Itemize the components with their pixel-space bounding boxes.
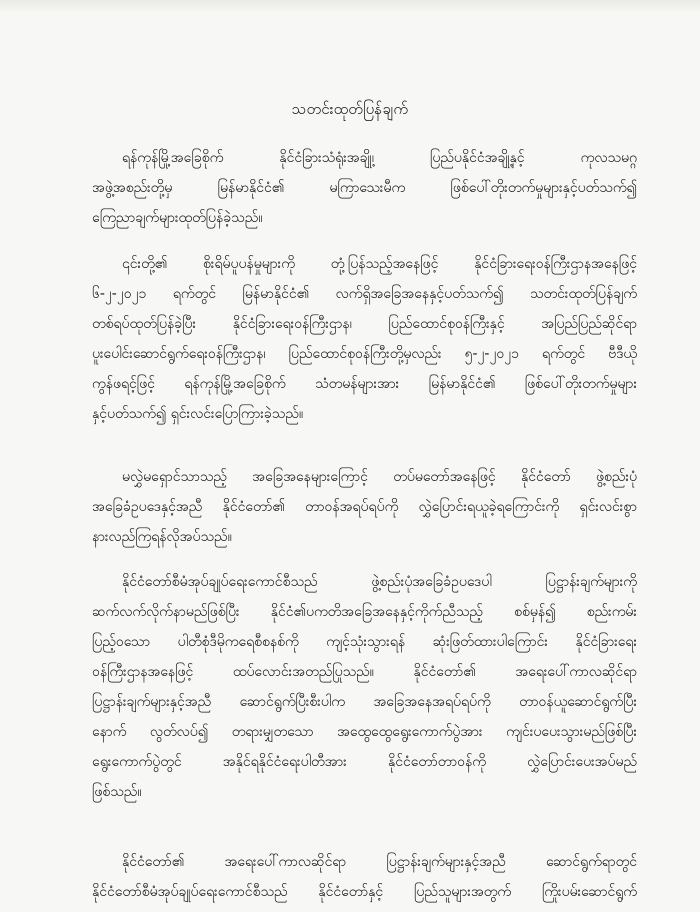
paragraph-line: ကြေညာချက်များထုတ်ပြန်ခဲ့သည်။: [92, 210, 263, 226]
paragraph-line: နောက် လွတ်လပ်၍ တရားမျှတသော အထွေထွေရွေးကောက်ပွဲအား ကျင်းပပေးသွားမည်ဖြစ်ပြီး: [92, 724, 637, 740]
paragraph-line: နိုင်ငံတော်စီမံအုပ်ချုပ်ရေးကောင်စီသည် နိုင်ငံတော်နှင့် ပြည်သူများအတွက် ကြိုးပမ်းဆောင်ရွက်: [92, 884, 637, 900]
paragraph-line: ဝန်ကြီးဌာနအနေဖြင့် ထပ်လောင်းအတည်ပြုသည်။ နိုင်ငံတော်၏ အရေးပေါ်ကာလဆိုင်ရာ: [92, 664, 637, 680]
paragraph-line: အခြေခံဥပဒေနှင့်အညီ နိုင်ငံတော်၏ တာဝန်အရပ်ရပ်ကို လွှဲပြောင်းရယူခဲ့ရကြောင်းကို ရှင်းလင်းစွာ: [92, 499, 637, 515]
paragraph-line: မလွှဲမရှောင်သာသည့် အခြေအနေများကြောင့် တပ်မတော်အနေဖြင့် နိုင်ငံတော် ဖွဲ့စည်းပုံ: [122, 469, 637, 485]
paragraph-3: [92, 462, 637, 552]
paragraph-5: [92, 847, 637, 907]
paragraph-line: ပူးပေါင်းဆောင်ရွက်ရေးဝန်ကြီးဌာန၊ ပြည်ထောင်စုဝန်ကြီးတို့မှလည်း ၅-၂-၂၀၂၁ ရက်တွင် ဗီဒီယို: [92, 346, 637, 362]
paragraph-line: ၆-၂-၂၀၂၁ ရက်တွင် မြန်မာနိုင်ငံ၏ လက်ရှိအခြေအနေနှင့်ပတ်သက်၍ သတင်းထုတ်ပြန်ချက်: [92, 286, 637, 302]
paragraph-line: ရန်ကုန်မြို့အခြေစိုက် နိုင်ငံခြားသံရုံးအချို့၊ ပြည်ပနိုင်ငံအချို့နှင့် ကုလသမဂ္ဂ: [122, 150, 637, 166]
paragraph-line: ရွေးကောက်ပွဲတွင် အနိုင်ရနိုင်ငံရေးပါတီအား နိုင်ငံတော်တာဝန်ကို လွှဲပြောင်းပေးအပ်မည်: [92, 754, 637, 770]
paragraph-line: နိုင်ငံတော်စီမံအုပ်ချုပ်ရေးကောင်စီသည် ဖွဲ့စည်းပုံအခြေခံဥပဒေပါ ပြဋ္ဌာန်းချက်များကို: [122, 574, 637, 590]
paragraph-line: တစ်ရပ်ထုတ်ပြန်ခဲ့ပြီး နိုင်ငံခြားရေးဝန်ကြီးဌာန၊ ပြည်ထောင်စုဝန်ကြီးနှင့် အပြည်ပြည်ဆိုင်ရာ: [92, 316, 637, 332]
paragraph-line: ကွန်ဖရင့်ဖြင့် ရန်ကုန်မြို့အခြေစိုက် သံတမန်များအား မြန်မာနိုင်ငံ၏ ဖြစ်ပေါ်တိုးတက်မှုများ: [92, 376, 637, 392]
paragraph-line: ၎င်းတို့၏ စိုးရိမ်ပူပန်မှုများကို တုံ့ပြန်သည့်အနေဖြင့် နိုင်ငံခြားရေးဝန်ကြီးဌာနအနေဖြင့်: [122, 256, 637, 272]
paragraph-line: အဖွဲ့အစည်းတို့မှ မြန်မာနိုင်ငံ၏ မကြာသေးမီက ဖြစ်ပေါ်တိုးတက်မှုများနှင့်ပတ်သက်၍: [92, 180, 637, 196]
scan-edge: [0, 0, 700, 14]
paragraph-4: [92, 567, 637, 807]
document-title: သတင်းထုတ်ပြန်ချက်: [291, 100, 409, 118]
paragraph-line: ပြည့်ဝသော ပါတီစုံဒီမိုကရေစီစနစ်ကို ကျင့်သုံးသွားရန် ဆုံးဖြတ်ထားပါကြောင်း နိုင်ငံခြားရေး: [92, 634, 637, 650]
paragraph-line: နားလည်ကြရန်လိုအပ်သည်။: [92, 529, 232, 545]
paragraph-2: [92, 249, 637, 429]
paragraph-line: ပြဋ္ဌာန်းချက်များနှင့်အညီ ဆောင်ရွက်ပြီးစီးပါက အခြေအနေအရပ်ရပ်ကို တာဝန်ယူဆောင်ရွက်ပြီး: [92, 694, 637, 710]
paragraph-1: [92, 143, 637, 233]
paragraph-line: ဖြစ်သည်။: [92, 784, 142, 800]
paragraph-line: နှင့်ပတ်သက်၍ ရှင်းလင်းပြောကြားခဲ့သည်။: [92, 406, 304, 422]
paragraph-line: ဆက်လက်လိုက်နာမည်ဖြစ်ပြီး နိုင်ငံ၏ပကတိအခြေအနေနှင့်ကိုက်ညီသည့် စစ်မှန်၍ စည်းကမ်း: [92, 604, 637, 620]
paragraph-line: နိုင်ငံတော်၏ အရေးပေါ်ကာလဆိုင်ရာ ပြဋ္ဌာန်းချက်များနှင့်အညီ ဆောင်ရွက်ရာတွင်: [122, 854, 637, 870]
